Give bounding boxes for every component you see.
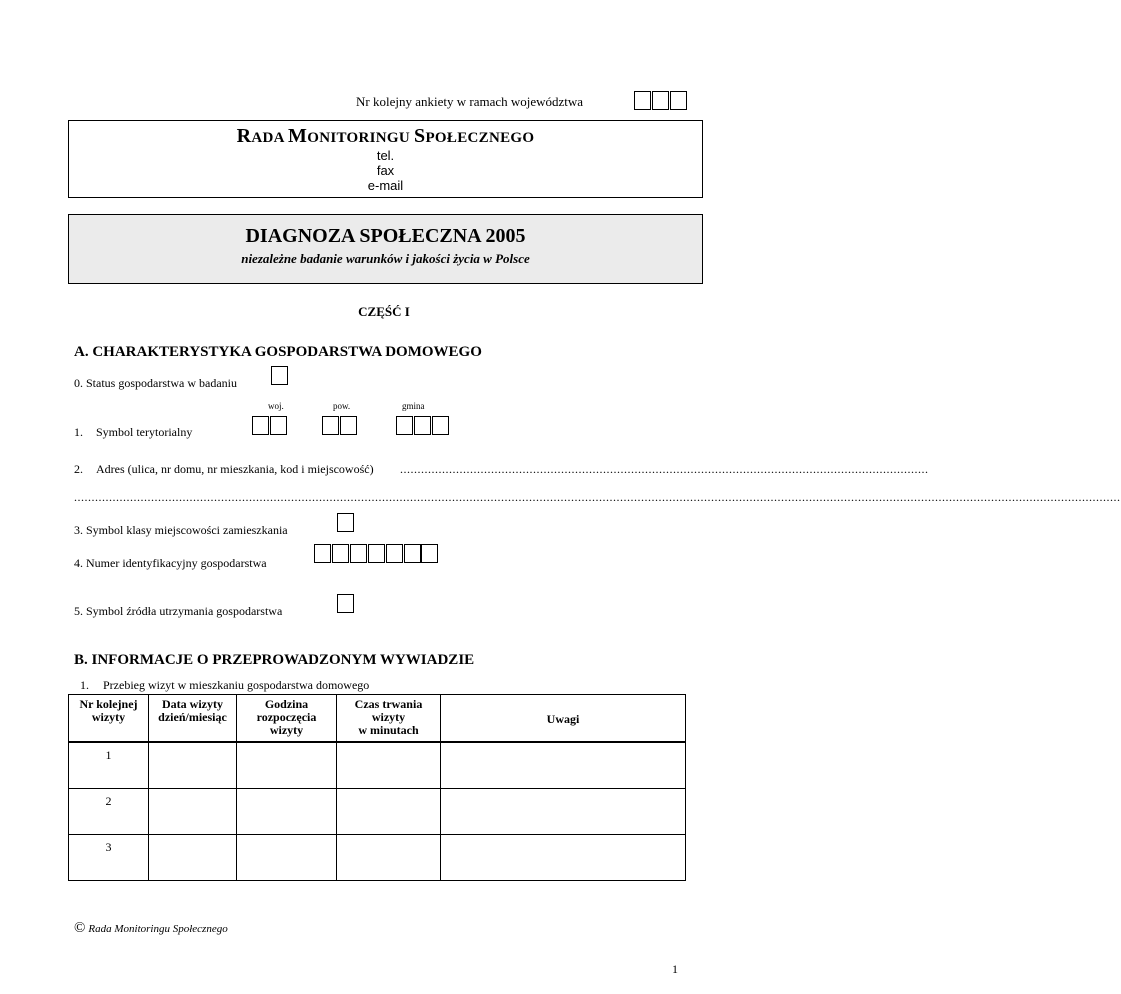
visit-date-cell[interactable]: [149, 835, 237, 881]
visit-start-cell[interactable]: [237, 789, 337, 835]
visit-duration-cell[interactable]: [337, 742, 441, 789]
q4-label: 4. Numer identyfikacyjny gospodarstwa: [74, 556, 267, 570]
footer: [74, 920, 228, 937]
col-header-visit-date: Data wizyty dzień/miesiąc: [149, 695, 237, 743]
household-id-cell[interactable]: [314, 544, 331, 563]
visit-date-cell[interactable]: [149, 789, 237, 835]
territorial-woj-cells[interactable]: [252, 416, 287, 435]
table-row: [69, 742, 686, 789]
survey-number-cell[interactable]: [634, 91, 651, 110]
visit-date-cell[interactable]: [149, 742, 237, 789]
q3-box[interactable]: [337, 513, 354, 532]
visits-table: [68, 694, 686, 881]
address-line-1[interactable]: .......................................................................................................................................................: [400, 462, 929, 476]
household-id-cell[interactable]: [404, 544, 421, 563]
survey-subtitle: niezależne badanie warunków i jakości życia w Polsce: [241, 251, 530, 266]
visit-duration-cell[interactable]: [337, 835, 441, 881]
visit-number-cell: 1: [69, 742, 149, 789]
visit-number-cell: 2: [69, 789, 149, 835]
survey-number-cell[interactable]: [670, 91, 687, 110]
territorial-cell[interactable]: [414, 416, 431, 435]
territorial-cell[interactable]: [322, 416, 339, 435]
table-header-row: [69, 695, 686, 743]
page-number: 1: [672, 962, 678, 976]
survey-number-label: Nr kolejny ankiety w ramach województwa: [356, 94, 584, 109]
survey-title: DIAGNOZA SPOŁECZNA 2005: [245, 225, 526, 247]
q3-label: 3. Symbol klasy miejscowości zamieszkania: [74, 523, 288, 537]
visit-start-cell[interactable]: [237, 742, 337, 789]
visit-duration-cell[interactable]: [337, 789, 441, 835]
household-id-cell[interactable]: [386, 544, 403, 563]
fax-line: fax: [376, 163, 395, 178]
household-id-cell[interactable]: [350, 544, 367, 563]
survey-number-cell[interactable]: [652, 91, 669, 110]
footer-text: Rada Monitoringu Społecznego: [88, 923, 228, 935]
household-id-check-cell[interactable]: [421, 544, 438, 563]
visit-notes-cell[interactable]: [441, 742, 686, 789]
q0-label: 0. Status gospodarstwa w badaniu: [74, 376, 237, 390]
territorial-cell[interactable]: [340, 416, 357, 435]
address-line-2[interactable]: ...........................................................................................................................................................................................................................................................................................................: [74, 490, 1121, 504]
territorial-cell[interactable]: [432, 416, 449, 435]
visit-notes-cell[interactable]: [441, 835, 686, 881]
col-header-notes: Uwagi: [441, 695, 686, 743]
col-gmina-label: gmina: [402, 401, 425, 411]
survey-title-box: [68, 214, 703, 284]
col-header-duration: Czas trwania wizyty w minutach: [337, 695, 441, 743]
copyright-symbol: ©: [74, 920, 86, 936]
q2-number: 2.: [74, 462, 83, 476]
table-row: [69, 835, 686, 881]
household-id-cell[interactable]: [368, 544, 385, 563]
col-header-start-time: Godzina rozpoczęcia wizyty: [237, 695, 337, 743]
organization-name: RADA MONITORINGU SPOŁECZNEGO: [236, 125, 535, 147]
table-row: [69, 789, 686, 835]
survey-number-cells[interactable]: [634, 91, 687, 110]
territorial-cell[interactable]: [396, 416, 413, 435]
q5-box[interactable]: [337, 594, 354, 613]
visit-notes-cell[interactable]: [441, 789, 686, 835]
visit-start-cell[interactable]: [237, 835, 337, 881]
part-heading: CZĘŚĆ I: [358, 304, 410, 319]
organization-header-box: [68, 120, 703, 198]
col-woj-label: woj.: [268, 401, 284, 411]
q1-label: Symbol terytorialny: [96, 425, 193, 439]
tel-line: tel.: [376, 148, 395, 163]
q2-label: Adres (ulica, nr domu, nr mieszkania, kod i miejscowość): [96, 462, 374, 476]
col-header-visit-number: Nr kolejnej wizyty: [69, 695, 149, 743]
section-a-heading: A. CHARAKTERYSTYKA GOSPODARSTWA DOMOWEGO: [74, 344, 482, 360]
territorial-cell[interactable]: [270, 416, 287, 435]
territorial-pow-cells[interactable]: [322, 416, 357, 435]
territorial-gmina-cells[interactable]: [396, 416, 449, 435]
household-id-cell[interactable]: [332, 544, 349, 563]
q0-status-box[interactable]: [271, 366, 288, 385]
q1-number: 1.: [74, 425, 83, 439]
email-line: e-mail: [367, 178, 404, 193]
section-b-heading: B. INFORMACJE O PRZEPROWADZONYM WYWIADZIE: [74, 652, 475, 668]
b-q1-number: 1.: [80, 678, 89, 692]
q5-label: 5. Symbol źródła utrzymania gospodarstwa: [74, 604, 283, 618]
visit-number-cell: 3: [69, 835, 149, 881]
household-id-cells[interactable]: [314, 544, 421, 563]
territorial-cell[interactable]: [252, 416, 269, 435]
col-pow-label: pow.: [333, 401, 351, 411]
b-q1-label: Przebieg wizyt w mieszkaniu gospodarstwa domowego: [103, 678, 370, 692]
